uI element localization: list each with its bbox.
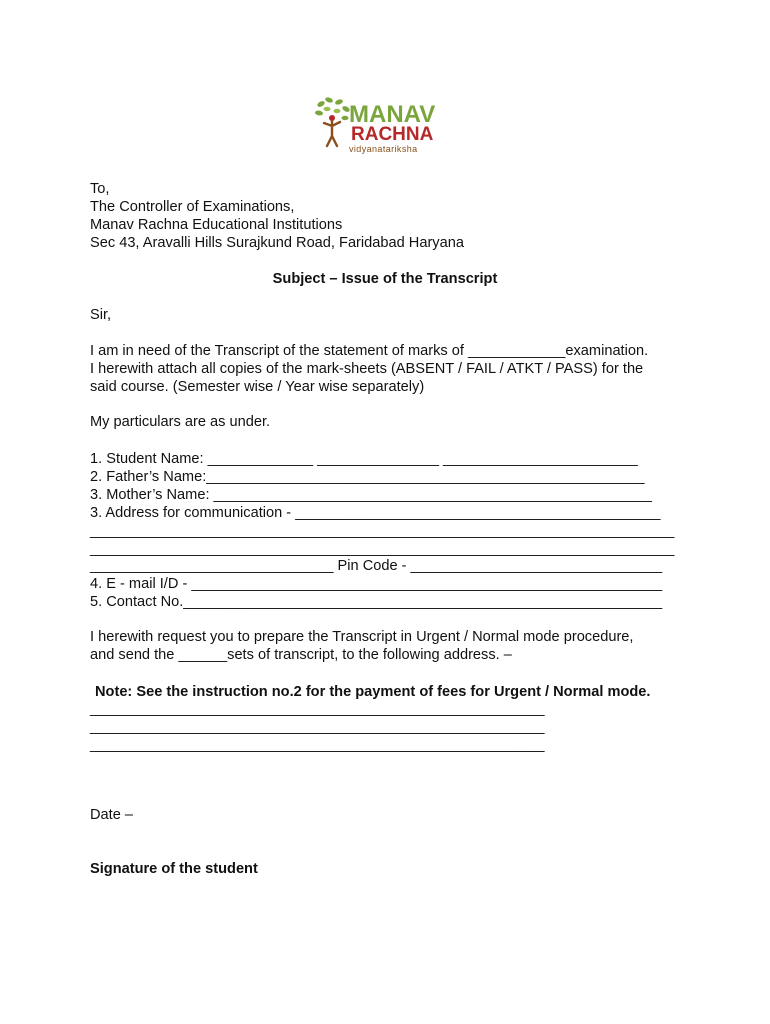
mother-name-field: 3. Mother’s Name: ______________________________________________________	[90, 487, 652, 503]
logo-line1: MANAV	[349, 101, 436, 128]
address-line1: The Controller of Examinations,	[90, 199, 295, 215]
logo-line2: RACHNA	[351, 124, 434, 145]
request-line: I herewith request you to prepare the Transcript in Urgent / Normal mode procedure,	[90, 629, 634, 645]
request-line: and send the ______sets of transcript, to the following address. –	[90, 647, 512, 663]
contact-field: 5. Contact No.___________________________________________________________	[90, 594, 663, 610]
mailing-address-blank: ________________________________________________________	[90, 701, 545, 717]
logo-tagline: vidyanatariksha	[349, 144, 418, 154]
particulars-intro: My particulars are as under.	[90, 414, 271, 430]
salutation: Sir,	[90, 307, 112, 323]
manav-rachna-logo	[315, 96, 455, 154]
father-name-field: 2. Father’s Name:______________________________________________________	[90, 469, 645, 485]
mailing-address-blank: ________________________________________________________	[90, 737, 545, 753]
tree-figure-icon	[315, 96, 455, 154]
address-to: To,	[90, 181, 110, 197]
signature-label: Signature of the student	[90, 861, 258, 877]
email-field: 4. E - mail I/D - __________________________________________________________	[90, 576, 663, 592]
mailing-address-blank: ________________________________________________________	[90, 719, 545, 735]
address-blank-line: ________________________________________________________________________	[90, 523, 675, 539]
address-blank-line: ________________________________________________________________________	[90, 541, 675, 557]
fee-note: Note: See the instruction no.2 for the payment of fees for Urgent / Normal mode.	[95, 684, 651, 700]
address-field: 3. Address for communication - _____________________________________________	[90, 505, 661, 521]
student-name-field: 1. Student Name: _____________ _______________ ________________________	[90, 451, 638, 467]
address-line2: Manav Rachna Educational Institutions	[90, 217, 343, 233]
body-line: I herewith attach all copies of the mark-sheets (ABSENT / FAIL / ATKT / PASS) for the	[90, 361, 644, 377]
address-line3: Sec 43, Aravalli Hills Surajkund Road, Faridabad Haryana	[90, 235, 464, 251]
subject-heading: Subject – Issue of the Transcript	[272, 271, 498, 287]
body-line: said course. (Semester wise / Year wise separately)	[90, 379, 425, 395]
date-label: Date –	[90, 807, 133, 823]
body-line: I am in need of the Transcript of the statement of marks of ____________examination.	[90, 343, 649, 359]
pin-code-field: ______________________________ Pin Code - _______________________________	[90, 558, 663, 574]
